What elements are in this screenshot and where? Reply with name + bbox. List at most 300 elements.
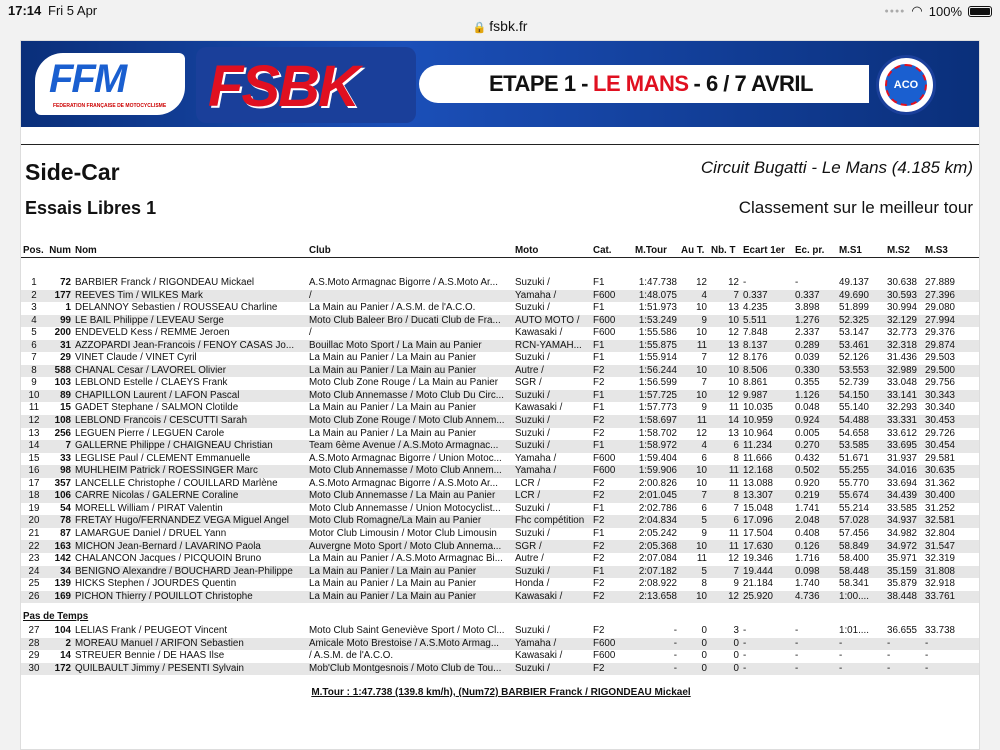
table-row [21,490,979,503]
cell-cat: F2 [591,591,633,604]
cell-pos: 23 [28,553,40,565]
cell-sector3: 30.400 [923,490,979,503]
cell-gap-first: 5.511 [741,315,793,328]
cell-at-lap: 11 [679,340,709,353]
cell-gap-prev: 0.005 [795,427,820,439]
cell-name: CHANAL Cesar / LAVOREL Olivier [73,365,307,378]
cell-name: HICKS Stephen / JOURDES Quentin [75,578,237,590]
cell-sector3: 31.252 [925,502,955,514]
cell-moto: SGR / [515,377,542,389]
cell-num: 142 [54,553,71,565]
cell-at-lap: 0 [701,625,707,637]
cell-pos: 27 [28,625,40,637]
cell-pos: 8 [21,365,47,378]
cell-gap-prev: - [793,663,837,676]
cell-gap-first: 8.506 [741,365,793,378]
cell-pos: 12 [21,415,47,428]
event-dates: - 6 / 7 AVRIL [693,71,813,96]
cell-sector2: - [885,638,923,651]
cell-club: Bouillac Moto Sport / La Main au Panier [307,340,513,353]
cell-best-lap: - [673,650,677,662]
cell-laps: 12 [728,352,739,364]
cell-moto: Kawasaki / [515,402,563,414]
session-title: Essais Libres 1 [25,198,157,218]
category-title: Side-Car [25,159,120,185]
cell-sector1: 53.585 [837,440,885,453]
cell-at-lap: 11 [696,553,707,565]
cell-sector3: 30.340 [925,402,955,414]
cell-sector2: 34.982 [887,527,917,539]
cell-best-lap: 1:59.404 [638,452,677,464]
cell-club: / A.S.M. de l'A.C.O. [309,650,394,662]
cell-club: / [309,327,312,339]
cell-gap-first: 19.346 [743,553,773,565]
cell-at-lap: 0 [701,650,707,662]
cell-club: Moto Club Annemasse / Moto Club Du Circ... [307,390,513,403]
cell-sector1: 58.400 [839,553,869,565]
cell-name: REEVES Tim / WILKES Mark [73,290,307,303]
cell-laps: 0 [709,638,741,651]
table-row [21,428,979,441]
cell-sector1: 55.214 [839,502,869,514]
cell-moto: Suzuki / [515,502,550,514]
cell-sector1: 57.028 [837,515,885,528]
cell-laps: 13 [709,340,741,353]
cell-laps: 10 [728,377,739,389]
cell-pos: 1 [31,277,37,289]
cell-club: Mob'Club Montgesnois / Moto Club de Tou... [307,663,513,676]
cell-gap-first: 25.920 [741,591,793,604]
cell-sector3: 27.396 [923,290,979,303]
cell-pos: 7 [31,352,37,364]
cell-gap-prev: 0.219 [793,490,837,503]
cell-moto: Autre / [515,553,544,565]
status-time: 17:14 [8,3,42,18]
cell-pos: 21 [28,527,40,539]
cell-sector3: 29.581 [925,452,955,464]
cell-club: Moto Club Zone Rouge / Moto Club Annem... [307,415,513,428]
cell-gap-first: 10.035 [743,402,773,414]
table-row [21,390,979,403]
cell-gap-first: 9.987 [741,390,793,403]
cell-gap-prev: 0.924 [793,415,837,428]
cell-sector3: 30.343 [923,390,979,403]
cell-sector1: 54.150 [837,390,885,403]
cell-laps: 6 [709,440,741,453]
cell-sector2: 35.159 [885,566,923,579]
cell-name: CARRE Nicolas / GALERNE Coraline [73,490,307,503]
cell-at-lap: 7 [701,377,707,389]
table-row [21,650,979,663]
lock-icon: 🔒 [472,22,487,34]
cell-sector2: 33.141 [885,390,923,403]
cell-cat: F600 [593,327,616,339]
cell-gap-first: 13.088 [743,477,773,489]
fsbk-logo [196,47,416,123]
cell-sector2: 30.593 [885,290,923,303]
cell-moto: Suzuki / [515,352,550,364]
cell-club: La Main au Panier / A.S.M. de l'A.C.O. [309,302,476,314]
cell-club: Moto Club Romagne/La Main au Panier [307,515,513,528]
column-header-pos: Pos. [21,245,47,257]
cell-best-lap: 1:58.702 [638,427,677,439]
cell-best-lap: 1:58.972 [633,440,679,453]
cell-num: 177 [47,290,73,303]
cell-sector3: 29.080 [925,302,955,314]
cell-laps: 11 [728,402,739,414]
cell-club: La Main au Panier / La Main au Panier [307,365,513,378]
column-header-cat: Cat. [591,245,633,257]
cell-sector1: 53.553 [837,365,885,378]
cell-sector3: 32.918 [925,578,955,590]
status-right [884,3,992,19]
cell-num: 29 [60,352,71,364]
cell-cat: F1 [591,440,633,453]
cell-gap-prev: 3.898 [795,302,820,314]
cell-club: Auvergne Moto Sport / Moto Club Annema... [307,540,513,553]
table-row [21,515,979,528]
table-row [21,440,979,453]
cell-sector1: 49.137 [839,277,869,289]
cell-moto: Fhc compétition [513,515,591,528]
cell-best-lap: 2:05.368 [633,540,679,553]
cell-cat: F600 [591,290,633,303]
no-time-section [21,603,979,625]
cell-laps: 7 [709,566,741,579]
cell-sector3: 31.362 [925,477,955,489]
cell-num: 54 [60,502,71,514]
cell-num: 72 [60,277,71,289]
cell-cat: F2 [593,477,605,489]
cell-pos: 28 [21,638,47,651]
address-bar[interactable] [0,18,1000,40]
cell-at-lap: 12 [696,427,707,439]
cell-best-lap: - [673,625,677,637]
cell-at-lap: 4 [679,440,709,453]
table-row [21,377,979,390]
cell-sector2: - [887,650,891,662]
cell-at-lap: 10 [679,591,709,604]
cell-gap-prev: 1.126 [793,390,837,403]
table-row [21,578,979,591]
cell-club: La Main au Panier / La Main au Panier [309,578,477,590]
cell-cat: F1 [591,390,633,403]
ffm-logo-text: FFM [49,57,126,101]
cell-moto: Suzuki / [515,427,550,439]
table-spacer [21,257,979,277]
cell-moto: Suzuki / [515,527,550,539]
cell-cat: F2 [593,377,605,389]
cell-sector3: 33.761 [923,591,979,604]
cell-sector3: - [925,650,929,662]
cell-sector3: 30.454 [923,440,979,453]
cell-best-lap: 2:04.834 [633,515,679,528]
cell-num: 89 [47,390,73,403]
cell-gap-first: 8.861 [743,377,768,389]
cell-best-lap: - [633,638,679,651]
cell-cat: F600 [591,315,633,328]
cell-gap-prev: 0.920 [795,477,820,489]
cell-pos: 4 [21,315,47,328]
column-header-gap-first: Ecart 1er [741,245,793,257]
table-row [21,663,979,676]
cell-sector1: 58.341 [839,578,869,590]
cell-num: 172 [47,663,73,676]
cell-club: Moto Club Annemasse / Union Motocyclist... [309,502,501,514]
cell-pos: 24 [21,566,47,579]
cell-cat: F1 [591,566,633,579]
cell-name: DELANNOY Sebastien / ROUSSEAU Charline [75,302,278,314]
cell-sector1: 49.690 [837,290,885,303]
table-row [21,290,979,303]
cell-cat: F1 [593,402,605,414]
cell-best-lap: 1:58.697 [633,415,679,428]
cell-at-lap: 9 [679,315,709,328]
cell-at-lap: 7 [679,490,709,503]
cell-best-lap: 2:07.182 [633,566,679,579]
battery-icon [968,6,992,17]
cell-best-lap: 2:07.084 [638,553,677,565]
cell-club: Moto Club Saint Geneviève Sport / Moto Cl... [309,625,505,637]
cell-gap-first: 21.184 [743,578,773,590]
cell-gap-prev: 2.337 [795,327,820,339]
cell-laps: 13 [728,302,739,314]
cell-cat: F2 [593,625,605,637]
cell-moto: Suzuki / [513,390,591,403]
cell-sector2: 32.989 [885,365,923,378]
column-header-laps: Nb. T [709,245,741,257]
cell-name: LANCELLE Christophe / COUILLARD Marlène [75,477,278,489]
cell-at-lap: 9 [701,402,707,414]
cell-best-lap: - [633,663,679,676]
cell-sector2: 34.937 [885,515,923,528]
cell-gap-prev: 4.736 [793,591,837,604]
cell-laps: 11 [709,540,741,553]
cell-name: GADET Stephane / SALMON Clotilde [75,402,239,414]
cell-name: LEBLOND Estelle / CLAEYS Frank [75,377,228,389]
cell-best-lap: 1:55.914 [638,352,677,364]
column-header-name: Nom [73,245,307,257]
cell-best-lap: 2:01.045 [633,490,679,503]
cell-sector1: 58.448 [837,566,885,579]
divider [21,144,980,145]
cell-sector1: - [837,663,885,676]
event-prefix: ETAPE 1 - [489,71,589,96]
cell-laps: 11 [728,527,739,539]
cell-sector1: 54.658 [839,427,869,439]
cell-gap-prev: - [795,625,799,637]
cell-laps: 12 [709,390,741,403]
cell-laps: 8 [709,490,741,503]
cell-best-lap: 2:00.826 [638,477,677,489]
cell-best-lap: 1:47.738 [638,277,677,289]
cell-moto: Suzuki / [515,277,550,289]
cell-gap-prev: 0.502 [793,465,837,478]
cell-pos: 29 [28,650,40,662]
cell-num: 108 [47,415,73,428]
cell-gap-prev: 0.039 [795,352,820,364]
table-row [21,553,979,566]
table-row [21,402,979,415]
cell-moto: SGR / [513,540,591,553]
cell-moto: Honda / [515,578,550,590]
cell-sector1: 52.739 [839,377,869,389]
cell-sector2: 32.293 [887,402,917,414]
cell-gap-first: 8.137 [741,340,793,353]
cell-at-lap: 12 [696,277,707,289]
cell-name: MORELL William / PIRAT Valentin [75,502,223,514]
cell-gap-first: 10.964 [743,427,773,439]
cell-moto: LCR / [513,490,591,503]
cell-name: VINET Claude / VINET Cyril [75,352,197,364]
cell-sector2: 30.638 [887,277,917,289]
cell-club: La Main au Panier / La Main au Panier [307,566,513,579]
cell-gap-prev: 2.048 [793,515,837,528]
cell-laps: 12 [728,553,739,565]
cell-sector2: 33.585 [887,502,917,514]
cell-num: 1 [65,302,71,314]
table-row [21,453,979,466]
cell-sector3: 32.319 [925,553,955,565]
cell-best-lap: 1:56.244 [633,365,679,378]
cell-pos: 17 [28,477,40,489]
cell-gap-prev: 0.289 [793,340,837,353]
status-date: Fri 5 Apr [48,3,98,18]
cell-name: STREUER Bennie / DE HAAS Ilse [75,650,225,662]
ffm-logo-subtitle: FEDERATION FRANÇAISE DE MOTOCYCLISME [53,103,167,109]
cell-moto: Kawasaki / [515,650,563,662]
cell-at-lap: 6 [701,452,707,464]
cell-name: LEGUEN Pierre / LEGUEN Carole [75,427,225,439]
cell-moto: Kawasaki / [513,591,591,604]
table-row [21,528,979,541]
cell-cat: F2 [593,427,605,439]
cell-sector3: 30.635 [923,465,979,478]
cell-sector3: 31.547 [923,540,979,553]
cell-gap-first: 8.176 [743,352,768,364]
cell-sector2: 33.331 [885,415,923,428]
cell-club: Moto Club Baleer Bro / Ducati Club de Fra... [307,315,513,328]
cell-at-lap: 5 [679,515,709,528]
cell-cat: F2 [591,540,633,553]
cell-moto: LCR / [515,477,541,489]
cell-sector3: 29.376 [925,327,955,339]
cell-num: 15 [60,402,71,414]
cell-at-lap: 10 [679,390,709,403]
cell-sector2: 32.129 [885,315,923,328]
cell-num: 104 [54,625,71,637]
cell-pos: 14 [21,440,47,453]
table-row [21,591,979,604]
cell-pos: 10 [21,390,47,403]
ffm-logo [35,53,185,115]
cell-cat: F2 [591,415,633,428]
cell-at-lap: 11 [679,415,709,428]
cell-gap-prev: 0.337 [793,290,837,303]
cell-sector1: - [839,650,843,662]
cell-sector1: 55.140 [839,402,869,414]
cell-gap-first: 0.337 [741,290,793,303]
cell-moto: Kawasaki / [515,327,563,339]
cell-gap-prev: 0.048 [795,402,820,414]
cell-laps: 14 [709,415,741,428]
cell-num: 588 [47,365,73,378]
cell-gap-prev: 0.126 [793,540,837,553]
cell-best-lap: 1:57.725 [633,390,679,403]
cell-at-lap: 10 [696,302,707,314]
cell-sector2: 33.048 [887,377,917,389]
table-row [21,566,979,579]
cell-gap-prev: - [795,277,799,289]
cell-num: 106 [47,490,73,503]
classification-label: Classement sur le meilleur tour [738,198,973,217]
cell-gap-prev: 0.098 [793,566,837,579]
results-table [21,245,979,675]
column-header-at-lap: Au T. [679,245,709,257]
cell-gap-first: 11.234 [741,440,793,453]
table-row [21,365,979,378]
cell-num: 169 [47,591,73,604]
document-page [20,40,980,750]
cell-gap-first: 17.630 [741,540,793,553]
best-lap-summary: M.Tour : 1:47.738 (139.8 km/h), (Num72) BARBIER Franck / RIGONDEAU Mickael [311,687,691,698]
table-row [21,540,979,553]
cell-moto: Yamaha / [513,290,591,303]
cell-num: 7 [47,440,73,453]
column-header-moto: Moto [513,245,591,257]
cell-sector1: 51.899 [839,302,869,314]
cell-at-lap: 0 [679,663,709,676]
no-time-heading: Pas de Temps [21,603,979,625]
cell-num: 163 [47,540,73,553]
cell-laps: 11 [709,465,741,478]
cell-num: 78 [47,515,73,528]
cell-cat: F1 [591,340,633,353]
cell-at-lap: 10 [679,365,709,378]
cell-sector3: 32.804 [925,527,955,539]
table-row [21,465,979,478]
cell-sector3: - [923,663,979,676]
cell-club: A.S.Moto Armagnac Bigorre / A.S.Moto Ar... [309,477,498,489]
cell-sector2: 33.612 [887,427,917,439]
cell-gap-first: 15.048 [743,502,773,514]
cell-best-lap: 2:08.922 [638,578,677,590]
cell-pos: 18 [21,490,47,503]
cell-gap-first: 4.235 [743,302,768,314]
cell-num: 98 [47,465,73,478]
cell-cat: F1 [593,352,605,364]
cell-sector3: 27.994 [923,315,979,328]
cell-pos: 6 [21,340,47,353]
cell-cat: F600 [591,465,633,478]
cell-name: LAMARGUE Daniel / DRUEL Yann [75,527,227,539]
cell-club: A.S.Moto Armagnac Bigorre / Union Motoc... [309,452,502,464]
cell-pos: 5 [31,327,37,339]
cell-moto: Suzuki / [513,440,591,453]
cell-sector1: 55.674 [837,490,885,503]
cell-name: LE BAIL Philippe / LEVEAU Serge [73,315,307,328]
cell-club: Team 6ème Avenue / A.S.Moto Armagnac... [307,440,513,453]
cell-sector2: 34.439 [885,490,923,503]
cell-club: Moto Club Annemasse / Moto Club Annem... [307,465,513,478]
cell-num: 34 [47,566,73,579]
cell-cat: F600 [593,650,616,662]
cell-name: MICHON Jean-Bernard / LAVARINO Paola [73,540,307,553]
cell-gap-prev: 0.432 [795,452,820,464]
cell-gap-first: 7.848 [743,327,768,339]
cell-sector3: 29.874 [923,340,979,353]
cell-num: 200 [54,327,71,339]
